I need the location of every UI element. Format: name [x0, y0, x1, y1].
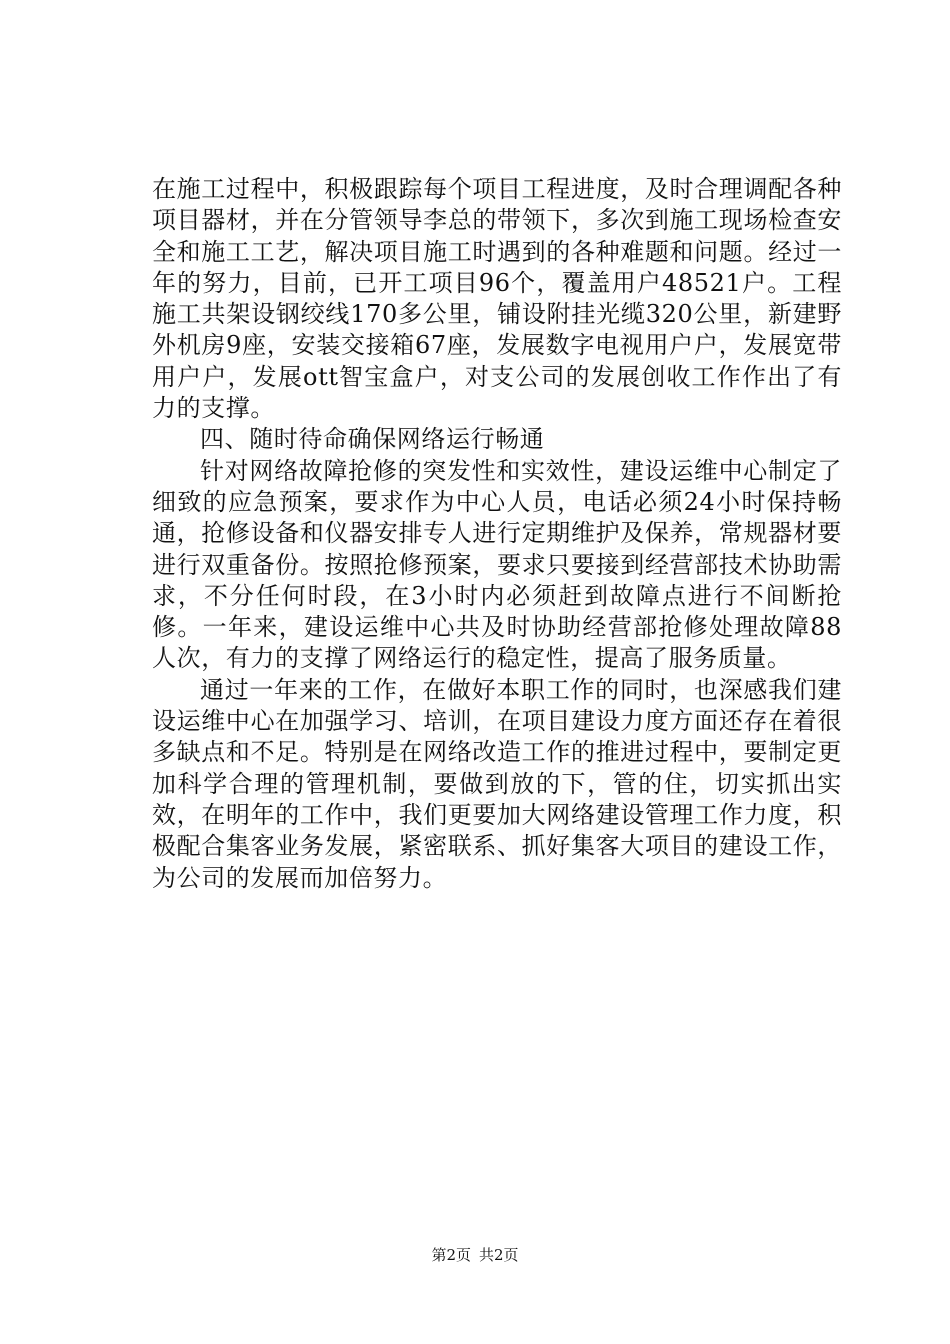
paragraph-emergency-repair: 针对网络故障抢修的突发性和实效性，建设运维中心制定了细致的应急预案，要求作为中心人员，电话必须24小时保持畅通，抢修设备和仪器安排专人进行定期维护及保养，常规器材要进行双重备份。按照抢修预案，要求只要接到经营部技术协助需求，不分任何时段，在3小时内必须赶到故障点进行不间断抢修。一年来，建设运维中心共及时协助经营部抢修处理故障88人次，有力的支撑了网络运行的稳定性，提高了服务质量。 [152, 456, 842, 673]
section-heading-network-operation: 四、随时待命确保网络运行畅通 [200, 425, 545, 454]
paragraph-summary: 通过一年来的工作，在做好本职工作的同时，也深感我们建设运维中心在加强学习、培训，在项目建设力度方面还存在着很多缺点和不足。特别是在网络改造工作的推进过程中，要制定更加科学合理的管理机制，要做到放的下，管的住，切实抓出实效，在明年的工作中，我们更要加大网络建设管理工作力度，积极配合集客业务发展，紧密联系、抓好集客大项目的建设工作，为公司的发展而加倍努力。 [152, 675, 842, 892]
document-body [152, 174, 842, 894]
paragraph-construction-progress: 在施工过程中，积极跟踪每个项目工程进度，及时合理调配各种项目器材，并在分管领导李总的带领下，多次到施工现场检查安全和施工工艺，解决项目施工时遇到的各种难题和问题。经过一年的努力，目前，已开工项目96个，覆盖用户48521户。工程施工共架设钢绞线170多公里，铺设附挂光缆320公里，新建野外机房9座，安装交接箱67座，发展数字电视用户户，发展宽带用户户，发展ott智宝盒户，对支公司的发展创收工作作出了有力的支撑。 [152, 175, 842, 423]
page-number-total: 共2页 [479, 1246, 519, 1264]
page-number-current: 第2页 [431, 1246, 471, 1264]
page-footer [0, 1245, 950, 1265]
